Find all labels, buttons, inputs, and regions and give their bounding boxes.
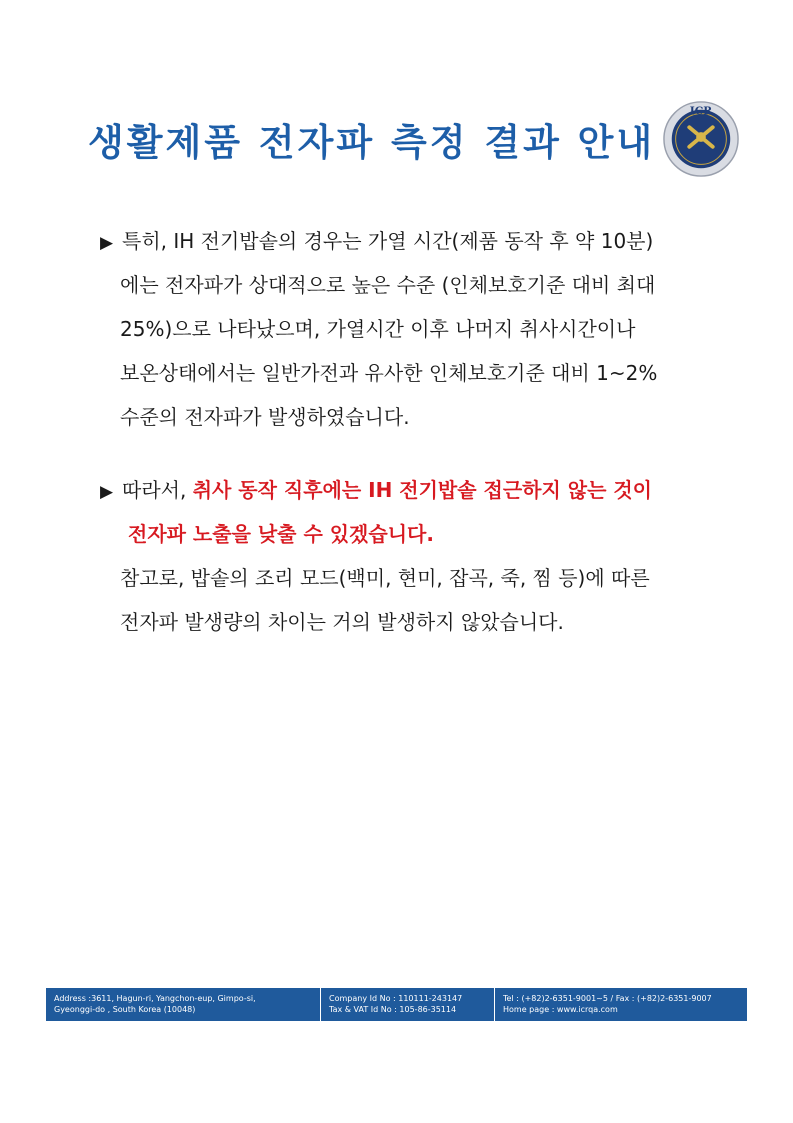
bullet-icon: ▶ <box>100 233 114 253</box>
homepage-link[interactable]: Home page : www.icrqa.com <box>503 1005 618 1014</box>
paragraph-line <box>100 468 652 512</box>
icr-logo <box>662 100 740 178</box>
highlight-text: 취사 동작 직후에는 IH 전기밥솥 접근하지 않는 것이 <box>192 478 653 502</box>
logo-letters: ICR <box>689 104 713 118</box>
bullet-icon: ▶ <box>100 482 114 502</box>
highlight-text: 전자파 노출을 낮출 수 있겠습니다. <box>128 522 434 546</box>
paragraph-line: 25%)으로 나타났으며, 가열시간 이후 나머지 취사시간이나 <box>120 317 636 341</box>
paragraph-line: 에는 전자파가 상대적으로 높은 수준 (인체보호기준 대비 최대 <box>120 273 656 297</box>
paragraph-recommendation <box>100 468 652 644</box>
paragraph-heating-time <box>100 219 657 439</box>
footer-address: Address :3611, Hagun-ri, Yangchon-eup, Gimpo-si, Gyeonggi-do , South Korea (10048) <box>54 994 256 1014</box>
paragraph-line: 수준의 전자파가 발생하였습니다. <box>120 405 410 429</box>
paragraph-line: ▶ 특히, IH 전기밥솥의 경우는 가열 시간(제품 동작 후 약 10분) <box>100 219 657 263</box>
paragraph-line: 보온상태에서는 일반가전과 유사한 인체보호기준 대비 1~2% <box>120 361 658 385</box>
paragraph-line: 참고로, 밥솥의 조리 모드(백미, 현미, 잡곡, 죽, 찜 등)에 따른 <box>120 566 650 590</box>
footer-bar <box>46 988 747 1021</box>
paragraph-line: 전자파 발생량의 차이는 거의 발생하지 않았습니다. <box>120 610 564 634</box>
lead-text: 따라서, <box>122 478 193 502</box>
page-title: 생활제품 전자파 측정 결과 안내 <box>88 121 656 164</box>
footer-contact: Tel : (+82)2-6351-9001~5 / Fax : (+82)2-6351-9007 Home page : www.icrqa.com <box>494 988 747 1021</box>
footer-company-ids: Company Id No : 110111-243147 Tax & VAT Id No : 105-86-35114 <box>320 988 494 1021</box>
